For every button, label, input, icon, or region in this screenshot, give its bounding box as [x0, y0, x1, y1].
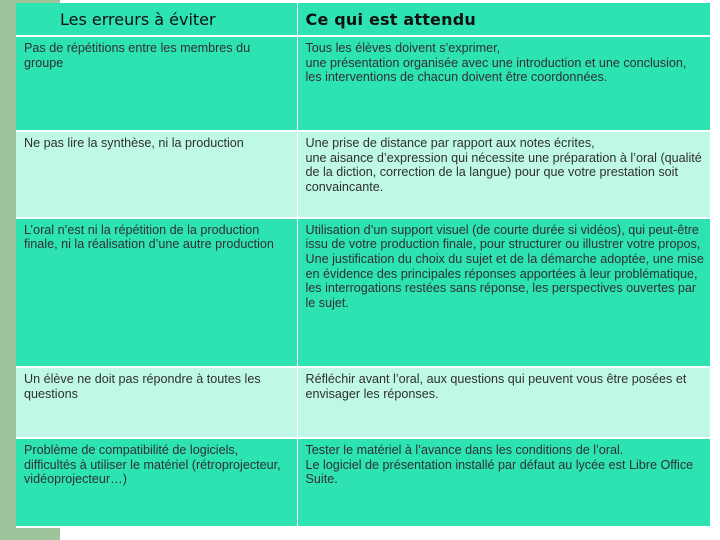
table-row	[16, 131, 710, 218]
error-text: Un élève ne doit pas répondre à toutes les questions	[24, 372, 261, 401]
error-cell	[16, 438, 297, 527]
table-header-row	[16, 3, 710, 36]
error-cell	[16, 367, 297, 438]
header-expected: Ce qui est attendu	[297, 3, 710, 36]
table-row	[16, 367, 710, 438]
expected-cell	[297, 218, 710, 368]
expected-text: Une prise de distance par rapport aux notes écrites, une aisance d’expression qui nécessite une préparation à l’oral (qualité de la diction, correction de la langue) pour que votre prestation soit convaincante.	[305, 135, 702, 194]
errors-expectations-table	[16, 3, 710, 528]
table-row	[16, 218, 710, 368]
error-cell	[16, 218, 297, 368]
expected-text: Tester le matériel à l’avance dans les conditions de l’oral. Le logiciel de présentation installé par défaut au lycée est Libre Office Suite.	[305, 443, 694, 487]
table-row	[16, 438, 710, 527]
error-cell	[16, 131, 297, 218]
header-errors: Les erreurs à éviter	[16, 3, 297, 36]
error-text: Pas de répétitions entre les membres du groupe	[24, 41, 251, 70]
expected-text: Réfléchir avant l’oral, aux questions qui peuvent vous être posées et envisager les réponses.	[305, 372, 687, 401]
expected-cell	[297, 36, 710, 131]
expected-cell	[297, 367, 710, 438]
table-row	[16, 36, 710, 131]
expected-text: Tous les élèves doivent s’exprimer, une présentation organisée avec une introduction et une conclusion, les interventions de chacun doivent être coordonnées.	[305, 41, 687, 85]
error-text: Ne pas lire la synthèse, ni la production	[24, 135, 244, 150]
error-text: L’oral n’est ni la répétition de la production finale, ni la réalisation d’une autre production	[24, 222, 274, 252]
error-cell	[16, 36, 297, 131]
error-text: Problème de compatibilité de logiciels, difficultés à utiliser le matériel (rétroprojecteur, vidéoprojecteur…)	[24, 443, 281, 487]
expected-cell	[297, 438, 710, 527]
expected-cell	[297, 131, 710, 218]
expected-text: Utilisation d’un support visuel (de courte durée si vidéos), qui peut-être issu de votre production finale, pour structurer ou illustrer votre propos, Une justification du choix du sujet et de la démarche adoptée, une mise en évidence des principales réponses apportées à leur problématique, les interrogations restées sans réponse, les perspectives ouvertes par le sujet.	[305, 222, 704, 310]
